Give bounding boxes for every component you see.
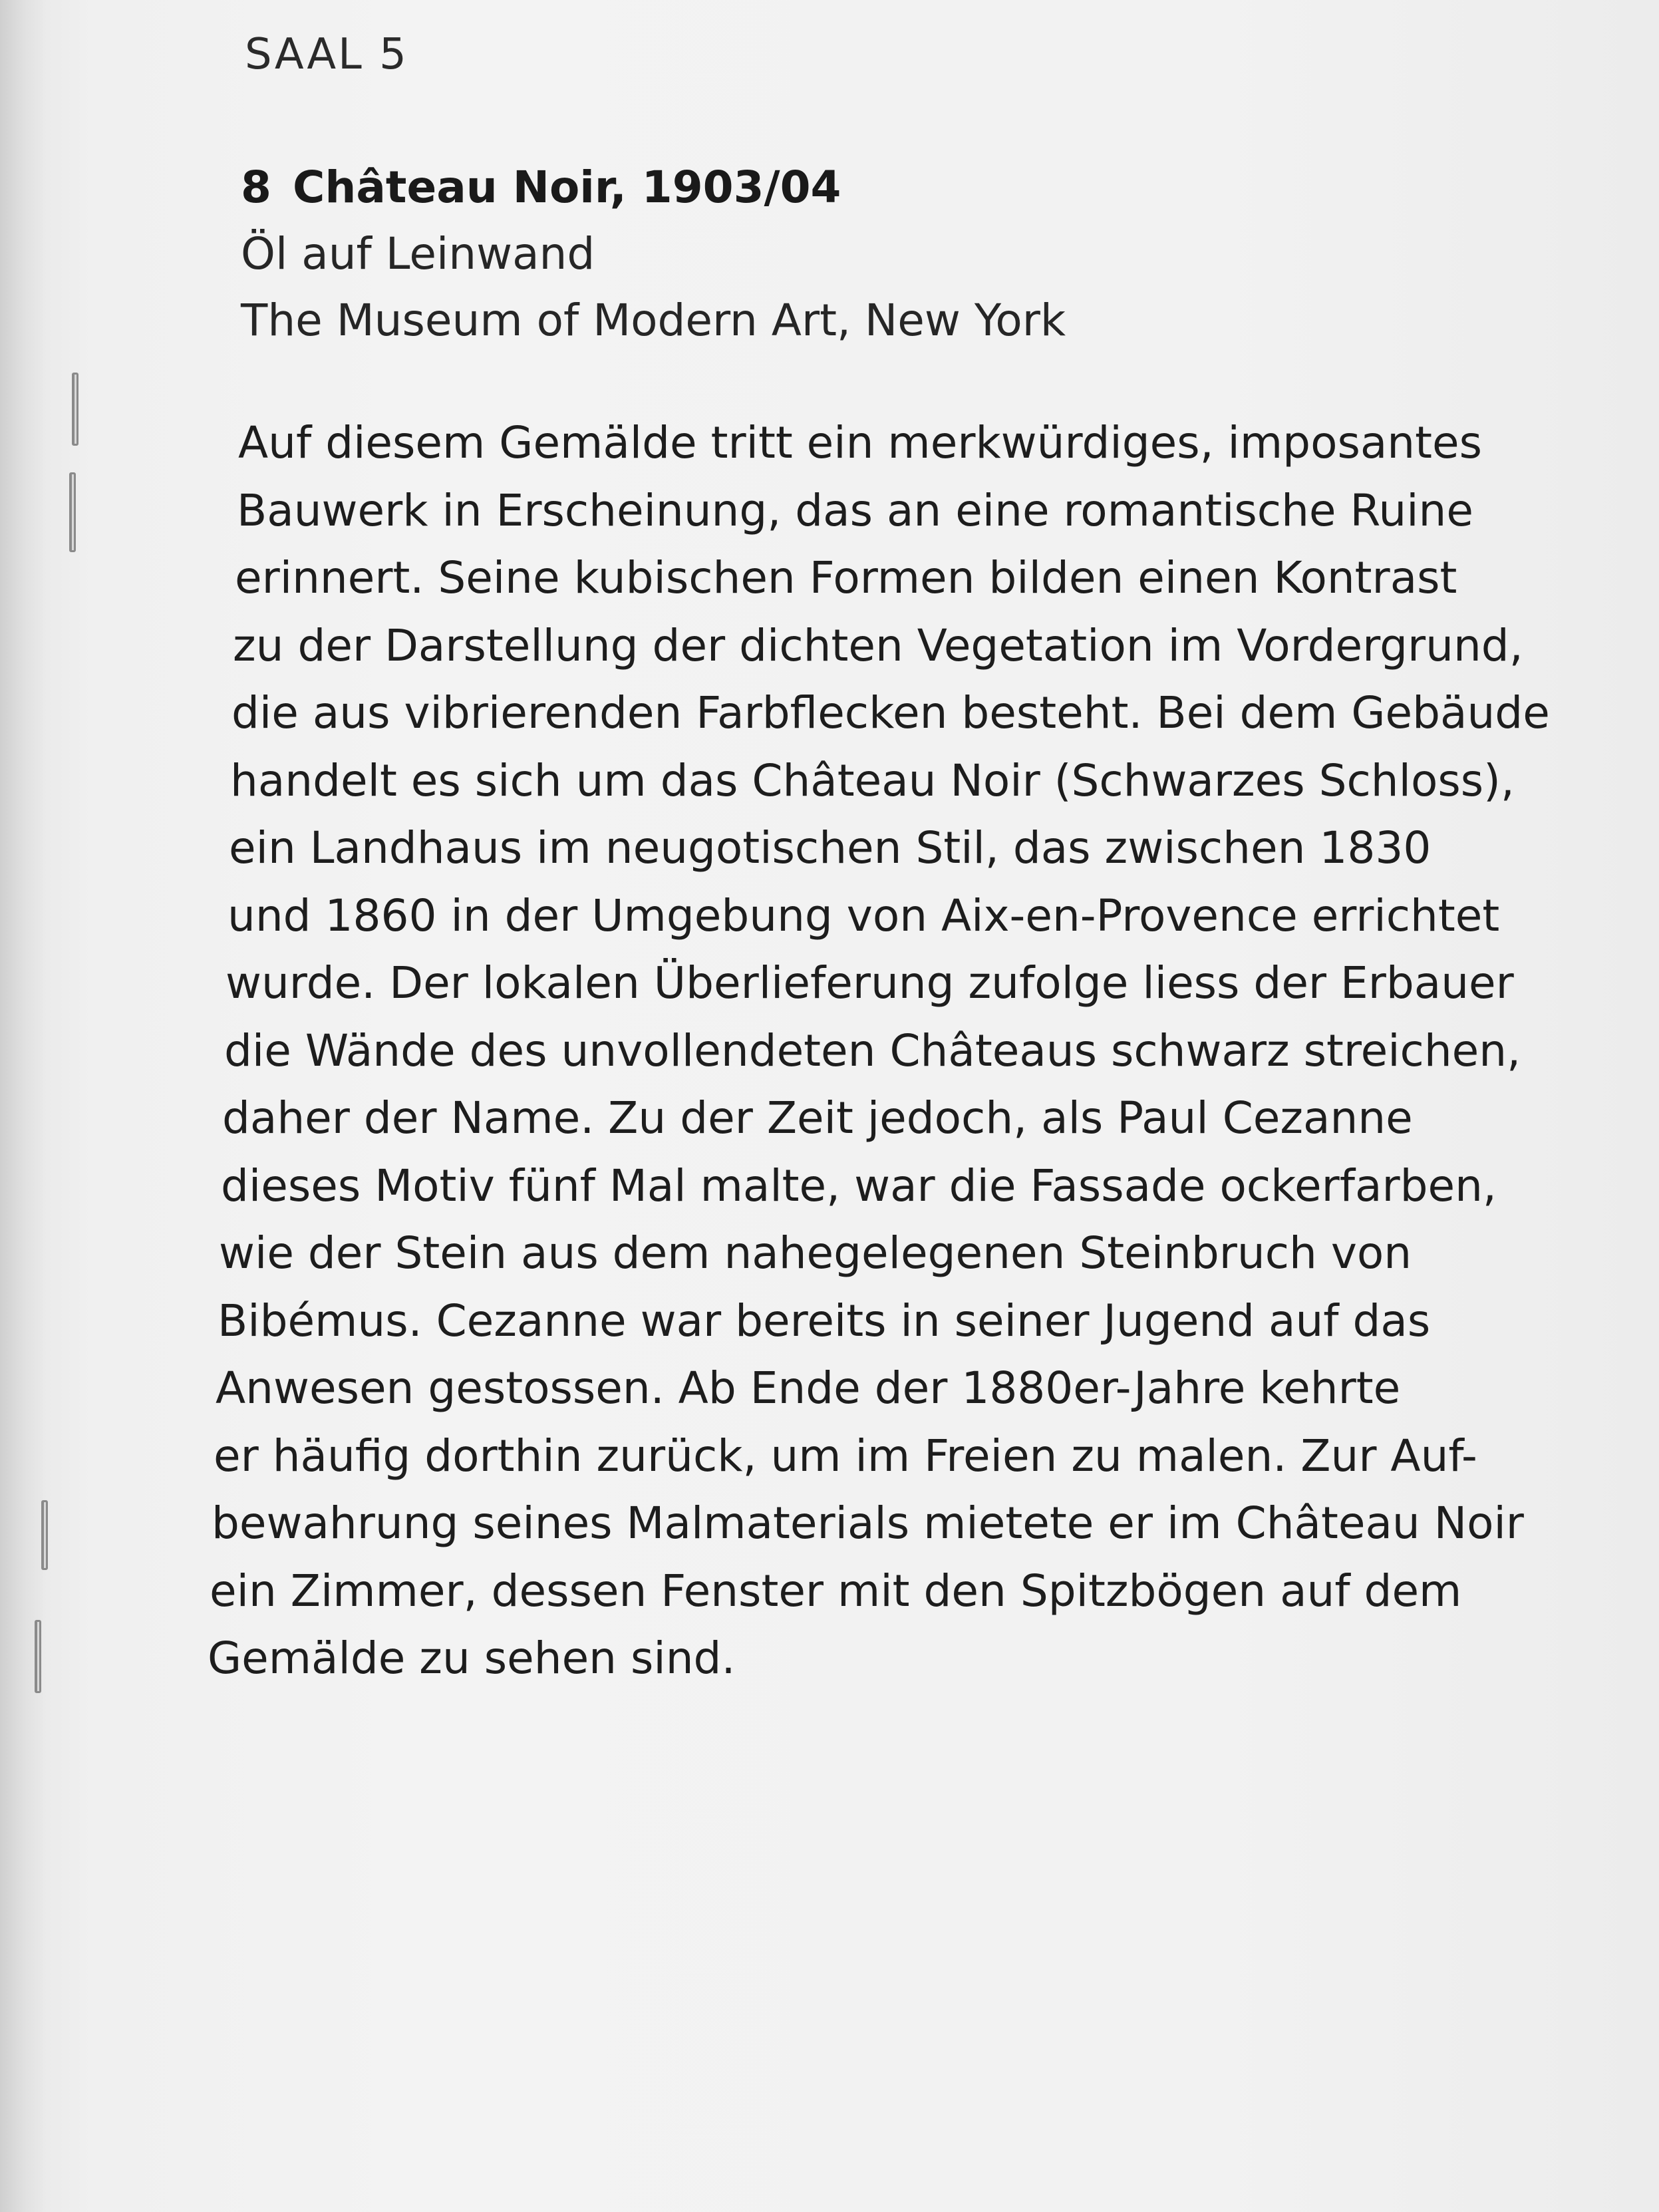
description-line: daher der Name. Zu der Zeit jedoch, als Paul Cezanne — [222, 1092, 1413, 1144]
description-line: er häufig dorthin zurück, um im Freien zu malen. Zur Auf- — [214, 1430, 1477, 1482]
staple-mark — [41, 1500, 48, 1570]
description-line: dieses Motiv fünf Mal malte, war die Fassade ockerfarben, — [221, 1160, 1497, 1211]
description-line: Gemälde zu sehen sind. — [208, 1633, 736, 1684]
staple-mark — [69, 472, 76, 552]
description-line: die aus vibrierenden Farbflecken besteht. Bei dem Gebäude — [231, 687, 1550, 738]
staple-mark — [35, 1620, 41, 1693]
description-line: erinnert. Seine kubischen Formen bilden einen Kontrast — [235, 552, 1457, 603]
description-line: wie der Stein aus dem nahegelegenen Steinbruch von — [219, 1227, 1412, 1279]
description-line: wurde. Der lokalen Überlieferung zufolge liess der Erbauer — [226, 957, 1514, 1009]
artwork-number: 8 — [241, 162, 271, 213]
artwork-medium: Öl auf Leinwand — [241, 228, 595, 279]
description-line: bewahrung seines Malmaterials mietete er im Château Noir — [212, 1498, 1524, 1549]
page-binding-shadow — [0, 0, 47, 2212]
description-line: und 1860 in der Umgebung von Aix-en-Provence errichtet — [227, 889, 1500, 941]
description-line: die Wände des unvollendeten Châteaus schwarz streichen, — [224, 1025, 1521, 1076]
artwork-header — [241, 154, 1571, 354]
staple-mark — [72, 373, 78, 446]
description-line: Bauwerk in Erscheinung, das an eine romantische Ruine — [237, 484, 1473, 536]
description-line: handelt es sich um das Château Noir (Schwarzes Schloss), — [230, 754, 1515, 806]
artwork-description — [206, 409, 1616, 1692]
description-line: Bibémus. Cezanne war bereits in seiner Jugend auf das — [218, 1295, 1431, 1346]
room-label: SAAL 5 — [245, 30, 408, 79]
description-line: ein Zimmer, dessen Fenster mit den Spitzbögen auf dem — [210, 1565, 1462, 1617]
artwork-collection: The Museum of Modern Art, New York — [241, 295, 1066, 346]
description-line: Anwesen gestossen. Ab Ende der 1880er-Jahre kehrte — [216, 1362, 1401, 1414]
artwork-title: Château Noir, 1903/04 — [292, 162, 841, 213]
artwork-title-line — [241, 154, 1571, 221]
description-line: ein Landhaus im neugotischen Stil, das zwischen 1830 — [229, 822, 1432, 873]
description-line: zu der Darstellung der dichten Vegetation im Vordergrund, — [233, 619, 1523, 671]
description-line: Auf diesem Gemälde tritt ein merkwürdiges, imposantes — [238, 417, 1482, 468]
